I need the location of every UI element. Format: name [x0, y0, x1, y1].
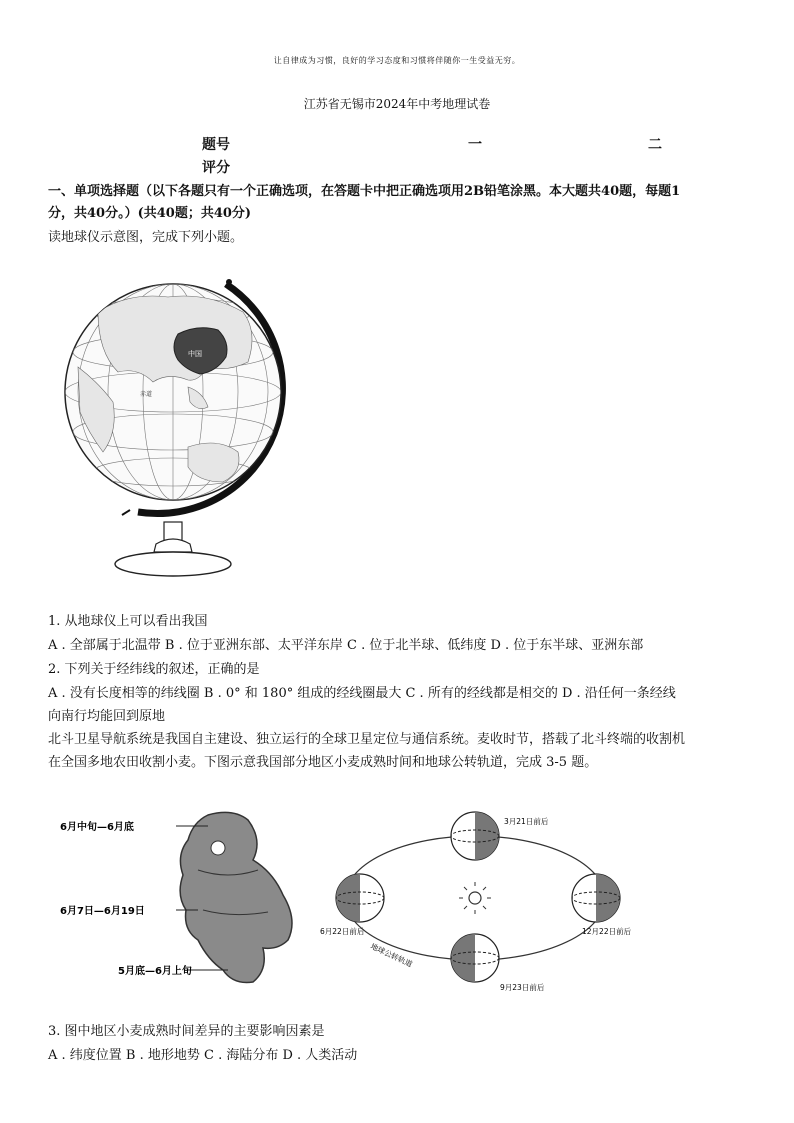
globe-figure [58, 272, 308, 582]
header-motto: 让自律成为习惯，良好的学习态度和习惯将伴随你一生受益无穷。 [273, 56, 521, 65]
map-region [180, 812, 292, 982]
axis-top [226, 279, 232, 285]
q2-options: A . 没有长度相等的纬线圈 B . 0° 和 180° 组成的经线圈最大 C . 所有的经线都是相交的 D . 沿任何一条经线 [48, 686, 676, 701]
orbit-label-mar: 3月21日前后 [504, 817, 549, 826]
section1-heading: 一、单项选择题（以下各题只有一个正确选项，在答题卡中把正确选项用2B铅笔涂黑。本大题共40题，每题1 [48, 184, 681, 199]
paper-title: 江苏省无锡市2024年中考地理试卷 [303, 97, 491, 111]
stand-base [115, 552, 231, 576]
sun-icon [459, 882, 491, 914]
q3-options: A . 纬度位置 B . 地形地势 C . 海陆分布 D . 人类活动 [48, 1048, 358, 1063]
intro-globe: 读地球仪示意图，完成下列小题。 [48, 230, 244, 245]
map-label-north: 6月中旬—6月底 [60, 822, 134, 833]
orbit-diagram [318, 798, 648, 998]
china-label: 中国 [188, 350, 202, 358]
q2-options-cont: 向南行均能回到原地 [48, 709, 166, 724]
score-row-label: 评分 [202, 160, 230, 176]
stand-collar [154, 539, 192, 552]
q3-stem: 3. 图中地区小麦成熟时间差异的主要影响因素是 [48, 1024, 325, 1039]
map-lake [211, 841, 225, 855]
q1-options: A . 全部属于北温带 B . 位于亚洲东部、太平洋东岸 C . 位于北半球、低纬度 D . 位于东半球、亚洲东部 [48, 638, 644, 653]
q1-stem: 1. 从地球仪上可以看出我国 [48, 614, 208, 629]
orbit-path-label: 地球公转轨道 [369, 941, 414, 969]
score-col-2: 二 [648, 137, 662, 153]
wheat-map [58, 800, 308, 990]
score-col-1: 一 [468, 137, 482, 153]
equator-label: 赤道 [140, 391, 153, 398]
earth-right [572, 874, 620, 922]
orbit-label-sep: 9月23日前后 [500, 983, 545, 992]
score-col-label: 题号 [202, 137, 230, 153]
earth-top [451, 812, 499, 860]
intro-beidou-cont: 在全国多地农田收割小麦。下图示意我国部分地区小麦成熟时间和地球公转轨道，完成 3-5 题。 [48, 755, 598, 770]
section1-heading-cont: 分，共40分。）(共40题；共40分) [48, 206, 252, 221]
orbit-label-jun: 6月22日前后 [320, 927, 365, 936]
intro-beidou: 北斗卫星导航系统是我国自主建设、独立运行的全球卫星定位与通信系统。麦收时节，搭载了北斗终端的收割机 [48, 732, 686, 747]
orbit-label-dec: 12月22日前后 [582, 927, 632, 936]
q2-stem: 2. 下列关于经纬线的叙述，正确的是 [48, 662, 260, 677]
earth-left [336, 874, 384, 922]
axis-bottom [122, 510, 130, 515]
earth-bottom [451, 934, 499, 982]
map-label-south: 5月底—6月上旬 [118, 966, 192, 977]
map-label-middle: 6月7日—6月19日 [60, 906, 145, 917]
